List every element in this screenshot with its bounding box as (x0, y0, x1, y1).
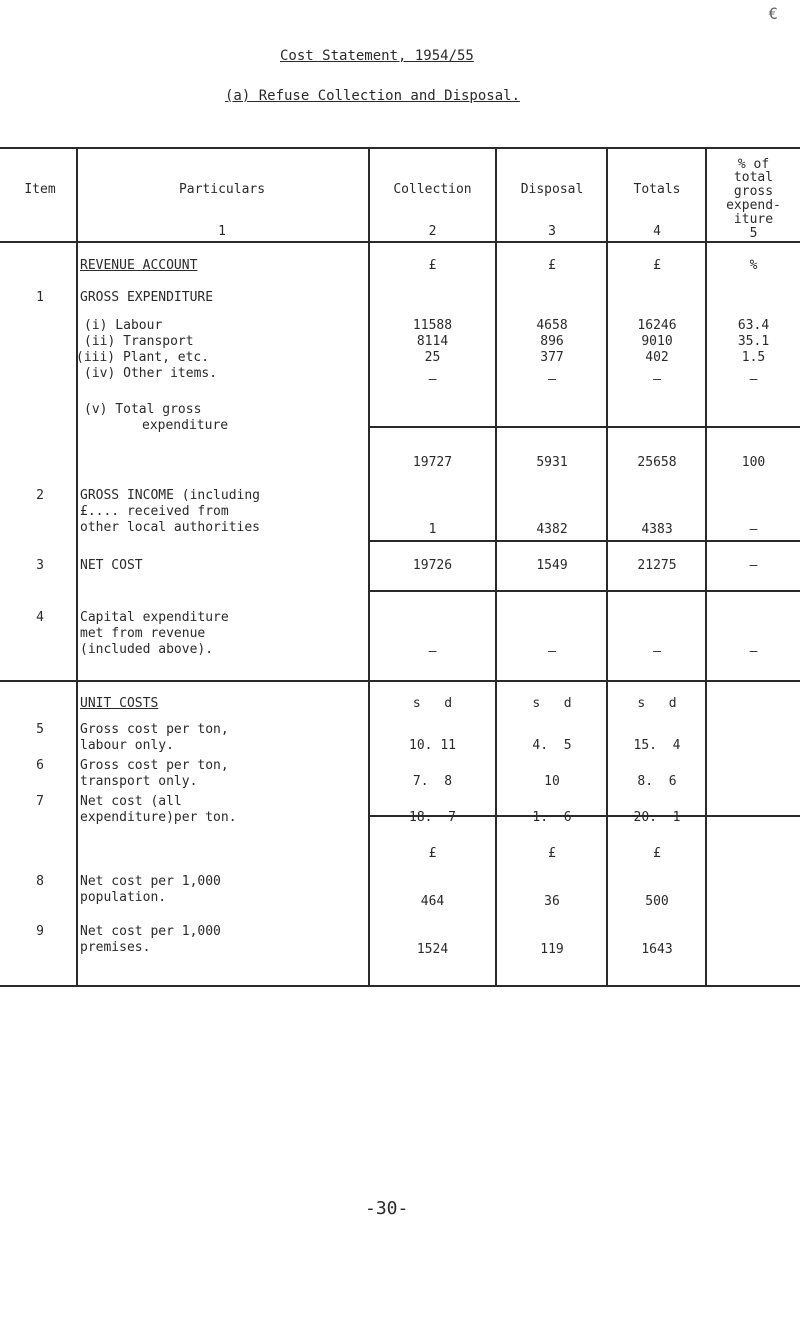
rule-bottom (0, 985, 800, 987)
rule-income-bottom (370, 540, 800, 542)
row-plant-totals: 402 (645, 350, 669, 365)
labour-per-ton-label-l1: Gross cost per ton, (80, 722, 229, 737)
per-premises-disposal: 119 (540, 942, 564, 957)
header-pct-l2: total (733, 170, 774, 185)
net-cost-label: NET COST (80, 558, 143, 573)
labour-per-ton-disposal: 4. 5 (532, 738, 572, 753)
rule-section-divider (0, 680, 800, 682)
row-transport-totals: 9010 (641, 334, 673, 349)
row-other-label: (iv) Other items. (84, 366, 218, 381)
per-premises-totals: 1643 (641, 942, 673, 957)
income-pct: – (749, 522, 758, 537)
total-disposal: 5931 (536, 455, 568, 470)
rule-total-top (370, 426, 800, 428)
header-pct-l4: expend- (726, 198, 781, 213)
total-collection: 19727 (412, 455, 453, 470)
net-disposal: 1549 (536, 558, 568, 573)
row-plant-disposal: 377 (540, 350, 564, 365)
row-transport-label: (ii) Transport (84, 334, 194, 349)
header-disposal: Disposal (520, 182, 584, 197)
item-4: 4 (36, 610, 44, 625)
item-1: 1 (36, 290, 44, 305)
rule-top (0, 147, 800, 149)
header-totals: Totals (633, 182, 681, 197)
row-transport-collection: 8114 (416, 334, 449, 349)
row-plant-pct: 1.5 (741, 350, 766, 365)
per-population-totals: 500 (645, 894, 669, 909)
row-labour-totals: 16246 (637, 318, 677, 333)
item-5: 5 (36, 722, 44, 737)
header-item: Item (24, 182, 56, 197)
row-transport-disposal: 896 (540, 334, 564, 349)
per-population-label-l1: Net cost per 1,000 (80, 874, 221, 889)
rule-header-bottom (0, 241, 800, 243)
gross-expenditure-label: GROSS EXPENDITURE (80, 290, 214, 305)
capital-totals: – (653, 644, 661, 659)
total-totals: 25658 (637, 455, 677, 470)
unit-collection-sd: s d (412, 696, 453, 711)
row-plant-collection: 25 (424, 350, 441, 365)
capital-label-l1: Capital expenditure (80, 610, 229, 625)
revenue-account-label: REVENUE ACCOUNT (80, 258, 198, 273)
header-collection: Collection (393, 182, 472, 197)
row-other-collection: – (428, 372, 437, 387)
header-pct-l5: iture (733, 212, 774, 227)
per-premises-label-l1: Net cost per 1,000 (80, 924, 221, 939)
per-premises-collection: 1524 (416, 942, 449, 957)
corner-mark: € (768, 4, 778, 23)
net-totals: 21275 (637, 558, 677, 573)
capital-pct: – (749, 644, 758, 659)
gross-income-label-l3: other local authorities (80, 520, 261, 535)
item-6: 6 (36, 758, 44, 773)
transport-per-ton-collection: 7. 8 (412, 774, 453, 789)
page-number: -30- (365, 1198, 409, 1219)
header-pct-num: 5 (749, 226, 758, 241)
labour-per-ton-totals: 15. 4 (633, 738, 681, 753)
per-population-collection: 464 (420, 894, 445, 909)
income-disposal: 4382 (536, 522, 568, 537)
gross-income-label-l1: GROSS INCOME (including (80, 488, 261, 503)
transport-per-ton-totals: 8. 6 (637, 774, 677, 789)
unit-disposal-sd: s d (532, 696, 572, 711)
total-gross-label-l1: (v) Total gross (84, 402, 202, 417)
vline-item (76, 147, 78, 985)
row-labour-pct: 63.4 (737, 318, 770, 333)
row-other-disposal: – (548, 372, 556, 387)
labour-per-ton-collection: 10. 11 (409, 738, 456, 753)
item-8: 8 (36, 874, 44, 889)
transport-per-ton-label-l2: transport only. (80, 774, 198, 789)
income-collection: 1 (428, 522, 437, 537)
net-collection: 19726 (412, 558, 453, 573)
per-population-disposal: 36 (544, 894, 560, 909)
item-7: 7 (36, 794, 44, 809)
row-plant-label: (iii) Plant, etc. (76, 350, 210, 365)
header-particulars: Particulars (178, 182, 266, 197)
net-per-ton-disposal: 1. 6 (532, 810, 572, 825)
per-premises-label-l2: premises. (80, 940, 151, 955)
net-per-ton-collection: 18. 7 (409, 810, 456, 825)
income-totals: 4383 (641, 522, 673, 537)
unit-totals-pound: £ (653, 258, 661, 273)
row-labour-label: (i) Labour (84, 318, 163, 333)
item-9: 9 (36, 924, 44, 939)
row-transport-pct: 35.1 (737, 334, 770, 349)
net-per-ton-label-l1: Net cost (all (80, 794, 182, 809)
capital-collection: – (428, 644, 437, 659)
capital-disposal: – (548, 644, 556, 659)
gross-income-label-l2: £.... received from (80, 504, 229, 519)
unit-disposal-pound: £ (548, 258, 556, 273)
header-collection-num: 2 (428, 224, 437, 239)
unit-totals-sd: s d (637, 696, 677, 711)
net-pct: – (749, 558, 758, 573)
labour-per-ton-label-l2: labour only. (80, 738, 174, 753)
header-totals-num: 4 (653, 224, 661, 239)
transport-per-ton-label-l1: Gross cost per ton, (80, 758, 229, 773)
header-disposal-num: 3 (548, 224, 556, 239)
rule-net-bottom (370, 590, 800, 592)
header-pct-l3: gross (733, 184, 774, 199)
total-pct: 100 (741, 455, 766, 470)
unit-collection-pound-2: £ (428, 846, 437, 861)
header-pct-l1: % of (737, 157, 770, 172)
unit-totals-pound-2: £ (653, 846, 661, 861)
subtitle-text: (a) Refuse Collection and Disposal. (225, 88, 521, 104)
per-population-label-l2: population. (80, 890, 167, 905)
item-3: 3 (36, 558, 44, 573)
row-labour-disposal: 4658 (536, 318, 568, 333)
capital-label-l2: met from revenue (80, 626, 206, 641)
capital-label-l3: (included above). (80, 642, 214, 657)
row-other-totals: – (653, 372, 661, 387)
page-title: Cost Statement, 1954/55 (280, 48, 474, 64)
unit-collection-pound: £ (428, 258, 437, 273)
net-per-ton-label-l2: expenditure)per ton. (80, 810, 237, 825)
unit-costs-label: UNIT COSTS (80, 696, 159, 711)
row-labour-collection: 11588 (412, 318, 453, 333)
page-subtitle (225, 88, 520, 104)
transport-per-ton-disposal: 10 (544, 774, 560, 789)
row-other-pct: – (749, 372, 758, 387)
net-per-ton-totals: 20. 1 (633, 810, 681, 825)
header-particulars-num: 1 (218, 224, 226, 239)
unit-pct: % (749, 258, 758, 273)
item-2: 2 (36, 488, 44, 503)
total-gross-label-l2: expenditure (142, 418, 229, 433)
unit-disposal-pound-2: £ (548, 846, 556, 861)
